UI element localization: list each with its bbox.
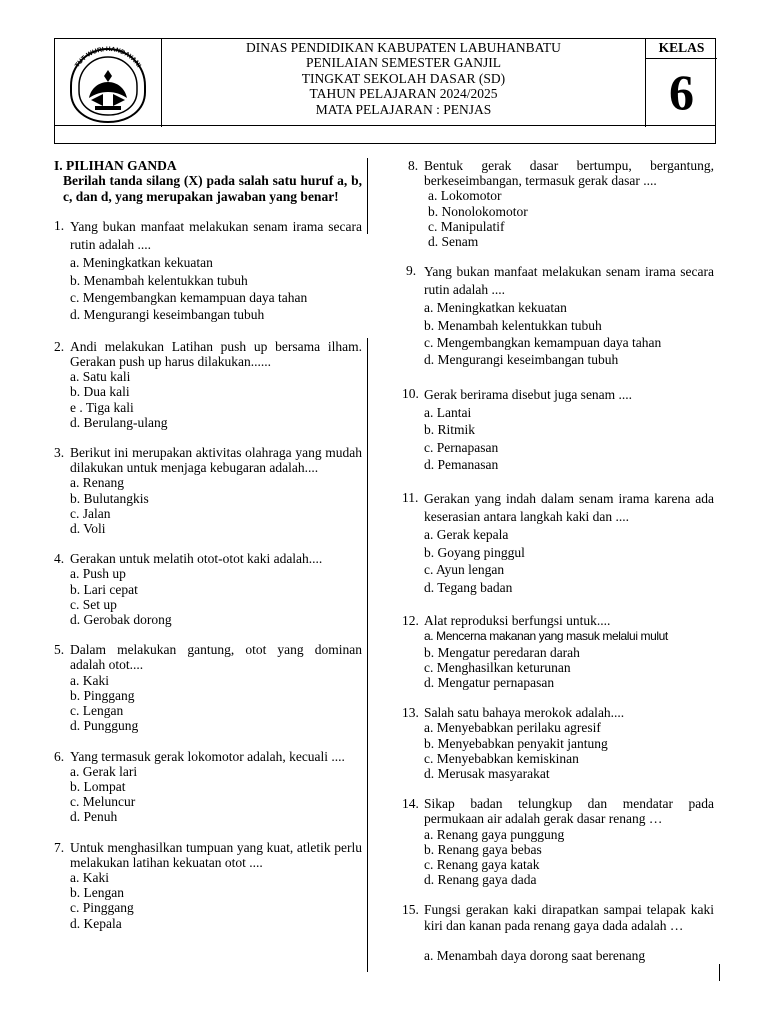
logo-motto: TUT WURI HANDAYANI xyxy=(73,45,143,69)
option-a[interactable]: a. Renang xyxy=(70,475,124,491)
header-line-agency: DINAS PENDIDIKAN KABUPATEN LABUHANBATU xyxy=(246,40,561,55)
option-a[interactable]: a. Menambah daya dorong saat berenang xyxy=(424,947,646,963)
option-d[interactable]: d. Mengurangi keseimbangan tubuh xyxy=(70,307,265,323)
question-text: Yang termasuk gerak lokomotor adalah, kecuali .... xyxy=(70,748,345,764)
tut-wuri-handayani-logo xyxy=(59,42,157,124)
header-line-year: TAHUN PELAJARAN 2024/2025 xyxy=(309,86,498,102)
option-b[interactable]: b. Menambah kelentukkan tubuh xyxy=(424,317,602,333)
column-divider xyxy=(367,338,368,972)
option-c[interactable]: c. Pernapasan xyxy=(424,439,499,455)
option-b[interactable]: b. Menyebabkan penyakit jantung xyxy=(424,735,608,751)
question-13 xyxy=(402,705,714,781)
option-b[interactable]: b. Nonolokomotor xyxy=(428,203,528,219)
question-7 xyxy=(54,840,362,931)
option-b[interactable]: b. Dua kali xyxy=(70,384,130,400)
right-column xyxy=(402,158,714,963)
question-14 xyxy=(402,796,714,887)
question-6 xyxy=(54,749,362,825)
option-b[interactable]: b. Ritmik xyxy=(424,422,476,438)
option-b[interactable]: b. Menambah kelentukkan tubuh xyxy=(70,272,248,288)
kelas-value: 6 xyxy=(669,64,694,120)
option-d[interactable]: d. Kepala xyxy=(70,915,122,931)
question-text: Gerak berirama disebut juga senam .... xyxy=(424,386,633,402)
option-a[interactable]: a. Renang gaya punggung xyxy=(424,826,565,842)
option-b[interactable]: b. Lompat xyxy=(70,778,126,794)
kelas-label: KELAS xyxy=(646,39,717,59)
option-c[interactable]: e . Tiga kali xyxy=(70,399,134,415)
option-d[interactable]: d. Tegang badan xyxy=(424,579,513,595)
question-text: Alat reproduksi berfungsi untuk.... xyxy=(424,613,611,629)
option-a[interactable]: a. Gerak kepala xyxy=(424,527,509,543)
question-text: Bentuk gerak dasar bertumpu, bergantung, berkeseimbangan, termasuk gerak dasar .... xyxy=(424,158,714,189)
option-c[interactable]: c. Pinggang xyxy=(70,900,134,916)
question-number: 9. xyxy=(406,263,417,279)
option-c[interactable]: c. Mengembangkan kemampuan daya tahan xyxy=(70,290,308,306)
option-c[interactable]: c. Lengan xyxy=(70,703,124,719)
kelas-cell xyxy=(645,39,717,127)
option-a[interactable] xyxy=(424,628,714,644)
question-number: 7. xyxy=(54,839,65,855)
question-number: 4. xyxy=(54,551,65,567)
option-a[interactable]: a. Lokomotor xyxy=(428,188,502,204)
section-title: I. PILIHAN GANDA xyxy=(54,158,177,173)
option-c[interactable]: c. Menyebabkan kemiskinan xyxy=(424,750,579,766)
header-title-block xyxy=(162,39,645,128)
question-15 xyxy=(402,902,714,963)
question-5 xyxy=(54,642,362,733)
option-a[interactable]: a. Gerak lari xyxy=(70,763,138,779)
option-b[interactable]: b. Pinggang xyxy=(70,687,135,703)
option-c[interactable]: c. Ayun lengan xyxy=(424,562,505,578)
question-text: Untuk menghasilkan tumpuan yang kuat, atletik perlu melakukan latihan kekuatan otot .... xyxy=(70,839,362,870)
question-number: 8. xyxy=(408,158,419,173)
option-d[interactable]: d. Merusak masyarakat xyxy=(424,765,550,781)
option-d[interactable]: d. Mengurangi keseimbangan tubuh xyxy=(424,352,619,368)
question-number: 10. xyxy=(402,385,419,401)
option-a[interactable]: a. Menyebabkan perilaku agresif xyxy=(424,720,601,736)
option-c[interactable]: c. Meluncur xyxy=(70,794,136,810)
question-4 xyxy=(54,551,362,627)
question-text: Yang bukan manfaat melakukan senam irama secara rutin adalah .... xyxy=(424,264,714,298)
question-number: 11. xyxy=(402,490,419,506)
option-c[interactable]: c. Manipulatif xyxy=(428,218,505,234)
option-d[interactable]: d. Renang gaya dada xyxy=(424,872,537,888)
option-c[interactable]: c. Menghasilkan keturunan xyxy=(424,659,571,675)
question-text: Fungsi gerakan kaki dirapatkan sampai telapak kaki kiri dan kanan pada renang gaya dada adalah … xyxy=(424,902,714,933)
question-number: 1. xyxy=(54,218,65,234)
question-10 xyxy=(402,386,714,474)
option-a[interactable]: a. Push up xyxy=(70,566,126,582)
option-a[interactable]: a. Kaki xyxy=(70,869,109,885)
option-c[interactable]: c. Mengembangkan kemampuan daya tahan xyxy=(424,335,662,351)
question-9 xyxy=(402,263,714,369)
header-line-level: TINGKAT SEKOLAH DASAR (SD) xyxy=(301,70,506,86)
question-number: 14. xyxy=(402,796,419,812)
option-d[interactable]: d. Punggung xyxy=(70,718,139,734)
question-3 xyxy=(54,445,362,536)
option-b[interactable]: b. Renang gaya bebas xyxy=(424,841,542,857)
option-b[interactable]: b. Bulutangkis xyxy=(70,490,149,506)
question-text: Berikut ini merupakan aktivitas olahraga yang mudah dilakukan untuk menjaga kebugaran adalah.... xyxy=(70,445,362,476)
option-a[interactable]: a. Meningkatkan kekuatan xyxy=(70,255,213,271)
option-b[interactable]: b. Goyang pinggul xyxy=(424,544,525,560)
option-c[interactable]: c. Renang gaya katak xyxy=(424,856,540,872)
option-a-label: a. Mencerna makanan yang masuk melalui mulut xyxy=(424,629,668,644)
question-text: Yang bukan manfaat melakukan senam irama secara rutin adalah .... xyxy=(70,219,362,253)
option-b[interactable]: b. Mengatur peredaran darah xyxy=(424,644,580,660)
question-number: 2. xyxy=(54,338,65,354)
option-b[interactable]: b. Lari cepat xyxy=(70,581,138,597)
instruction-text: Berilah tanda silang (X) pada salah satu huruf a, b, c, dan d, yang merupakan jawaban yang benar! xyxy=(63,173,362,204)
question-number: 13. xyxy=(402,705,419,721)
question-text: Gerakan untuk melatih otot-otot kaki adalah.... xyxy=(70,551,323,567)
question-text: Salah satu bahaya merokok adalah.... xyxy=(424,705,625,721)
option-d[interactable]: d. Mengatur pernapasan xyxy=(424,674,555,690)
left-column xyxy=(54,158,362,931)
option-a[interactable]: a. Satu kali xyxy=(70,369,131,385)
question-1 xyxy=(54,218,362,324)
option-a[interactable]: a. Meningkatkan kekuatan xyxy=(424,300,567,316)
question-text: Gerakan yang indah dalam senam irama karena ada keserasian antara langkah kaki dan .... xyxy=(424,491,714,525)
option-c[interactable]: c. Set up xyxy=(70,596,117,612)
option-d[interactable]: d. Pemanasan xyxy=(424,457,499,473)
question-2 xyxy=(54,339,362,430)
question-number: 12. xyxy=(402,613,419,629)
question-12 xyxy=(402,613,714,690)
question-text: Sikap badan telungkup dan mendatar pada permukaan air adalah gerak dasar renang … xyxy=(424,796,714,827)
option-d[interactable]: d. Senam xyxy=(428,234,479,250)
option-a[interactable]: a. Lantai xyxy=(424,404,472,420)
text-cursor xyxy=(719,964,720,981)
question-number: 3. xyxy=(54,445,65,461)
exam-header xyxy=(54,38,716,144)
question-number: 6. xyxy=(54,748,65,764)
column-divider-top xyxy=(367,158,368,234)
option-d[interactable]: d. Gerobak dorong xyxy=(70,612,172,628)
option-b[interactable]: b. Lengan xyxy=(70,885,124,901)
header-blank-row xyxy=(54,125,716,144)
question-number: 5. xyxy=(54,642,65,658)
question-8 xyxy=(402,158,714,249)
question-11 xyxy=(402,490,714,596)
question-text: Andi melakukan Latihan push up bersama ilham. Gerakan push up harus dilakukan...... xyxy=(70,338,362,370)
option-a[interactable]: a. Kaki xyxy=(70,672,109,688)
header-table xyxy=(54,38,716,126)
question-number: 15. xyxy=(402,902,419,918)
header-line-assessment: PENILAIAN SEMESTER GANJIL xyxy=(306,55,501,71)
question-text: Dalam melakukan gantung, otot yang dominan adalah otot.... xyxy=(70,642,362,673)
option-d[interactable]: d. Berulang-ulang xyxy=(70,414,168,430)
option-d[interactable]: d. Penuh xyxy=(70,809,118,825)
option-d[interactable]: d. Voli xyxy=(70,521,106,537)
logo-cell xyxy=(55,39,162,127)
header-line-subject: MATA PELAJARAN : PENJAS xyxy=(315,101,492,117)
option-c[interactable]: c. Jalan xyxy=(70,505,111,521)
